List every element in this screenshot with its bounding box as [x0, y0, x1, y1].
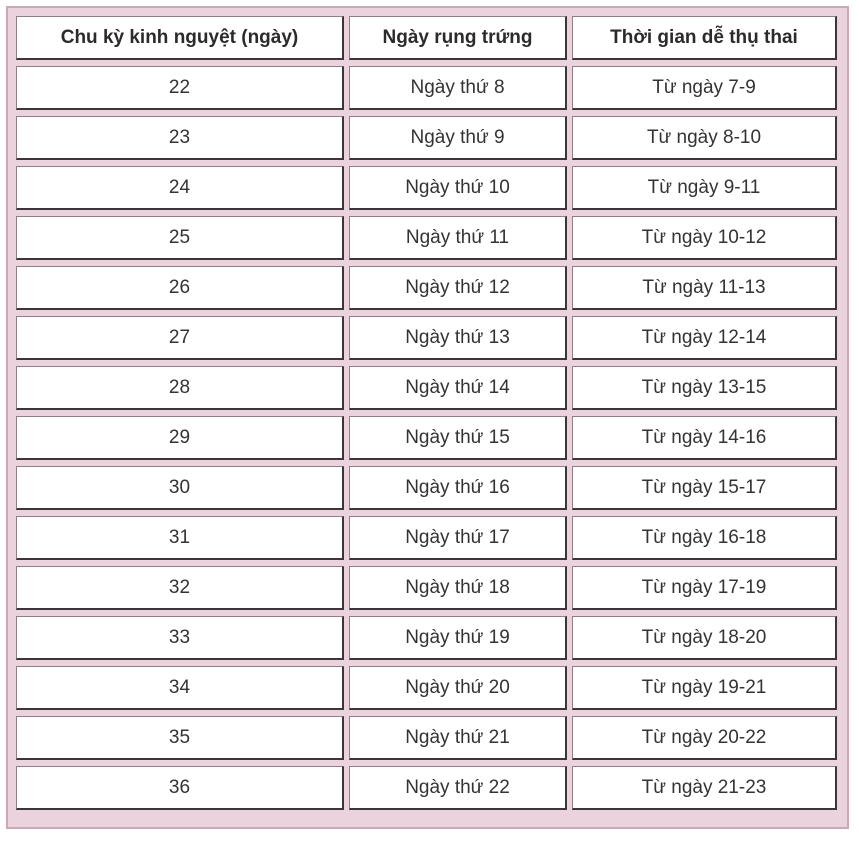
fertile-window-cell: Từ ngày 7-9 — [572, 66, 837, 110]
ovulation-day-cell: Ngày thứ 18 — [349, 566, 567, 610]
ovulation-day-cell: Ngày thứ 22 — [349, 766, 567, 810]
fertile-window-cell: Từ ngày 14-16 — [572, 416, 837, 460]
fertile-window-cell: Từ ngày 13-15 — [572, 366, 837, 410]
ovulation-cycle-table — [11, 10, 842, 816]
table-row — [16, 716, 837, 760]
table-row — [16, 116, 837, 160]
fertile-window-cell: Từ ngày 11-13 — [572, 266, 837, 310]
ovulation-day-cell: Ngày thứ 9 — [349, 116, 567, 160]
cycle-length-cell: 27 — [16, 316, 344, 360]
fertile-window-cell: Từ ngày 17-19 — [572, 566, 837, 610]
table-header-row — [16, 16, 837, 60]
cycle-length-cell: 30 — [16, 466, 344, 510]
fertile-window-cell: Từ ngày 21-23 — [572, 766, 837, 810]
cycle-length-cell: 31 — [16, 516, 344, 560]
table-row — [16, 216, 837, 260]
cycle-length-cell: 36 — [16, 766, 344, 810]
table-row — [16, 666, 837, 710]
ovulation-day-cell: Ngày thứ 8 — [349, 66, 567, 110]
ovulation-day-cell: Ngày thứ 15 — [349, 416, 567, 460]
table-row — [16, 766, 837, 810]
table-row — [16, 66, 837, 110]
ovulation-day-cell: Ngày thứ 20 — [349, 666, 567, 710]
header-cycle-length: Chu kỳ kinh nguyệt (ngày) — [16, 16, 344, 60]
header-ovulation-day: Ngày rụng trứng — [349, 16, 567, 60]
ovulation-day-cell: Ngày thứ 19 — [349, 616, 567, 660]
table-row — [16, 466, 837, 510]
ovulation-day-cell: Ngày thứ 14 — [349, 366, 567, 410]
cycle-length-cell: 22 — [16, 66, 344, 110]
ovulation-day-cell: Ngày thứ 10 — [349, 166, 567, 210]
fertile-window-cell: Từ ngày 15-17 — [572, 466, 837, 510]
ovulation-day-cell: Ngày thứ 16 — [349, 466, 567, 510]
table-row — [16, 416, 837, 460]
cycle-length-cell: 26 — [16, 266, 344, 310]
cycle-length-cell: 24 — [16, 166, 344, 210]
fertile-window-cell: Từ ngày 12-14 — [572, 316, 837, 360]
table-row — [16, 566, 837, 610]
cycle-length-cell: 25 — [16, 216, 344, 260]
cycle-length-cell: 34 — [16, 666, 344, 710]
fertile-window-cell: Từ ngày 20-22 — [572, 716, 837, 760]
cycle-length-cell: 35 — [16, 716, 344, 760]
ovulation-day-cell: Ngày thứ 21 — [349, 716, 567, 760]
cycle-length-cell: 28 — [16, 366, 344, 410]
ovulation-day-cell: Ngày thứ 17 — [349, 516, 567, 560]
fertile-window-cell: Từ ngày 18-20 — [572, 616, 837, 660]
cycle-length-cell: 29 — [16, 416, 344, 460]
table-row — [16, 366, 837, 410]
fertile-window-cell: Từ ngày 9-11 — [572, 166, 837, 210]
cycle-length-cell: 23 — [16, 116, 344, 160]
ovulation-day-cell: Ngày thứ 13 — [349, 316, 567, 360]
fertile-window-cell: Từ ngày 8-10 — [572, 116, 837, 160]
table-row — [16, 266, 837, 310]
header-fertile-window: Thời gian dễ thụ thai — [572, 16, 837, 60]
cycle-length-cell: 33 — [16, 616, 344, 660]
fertile-window-cell: Từ ngày 19-21 — [572, 666, 837, 710]
fertile-window-cell: Từ ngày 10-12 — [572, 216, 837, 260]
table-row — [16, 316, 837, 360]
table-row — [16, 516, 837, 560]
cycle-length-cell: 32 — [16, 566, 344, 610]
ovulation-day-cell: Ngày thứ 11 — [349, 216, 567, 260]
table-row — [16, 616, 837, 660]
table-row — [16, 166, 837, 210]
ovulation-day-cell: Ngày thứ 12 — [349, 266, 567, 310]
table-frame — [6, 6, 849, 829]
fertile-window-cell: Từ ngày 16-18 — [572, 516, 837, 560]
